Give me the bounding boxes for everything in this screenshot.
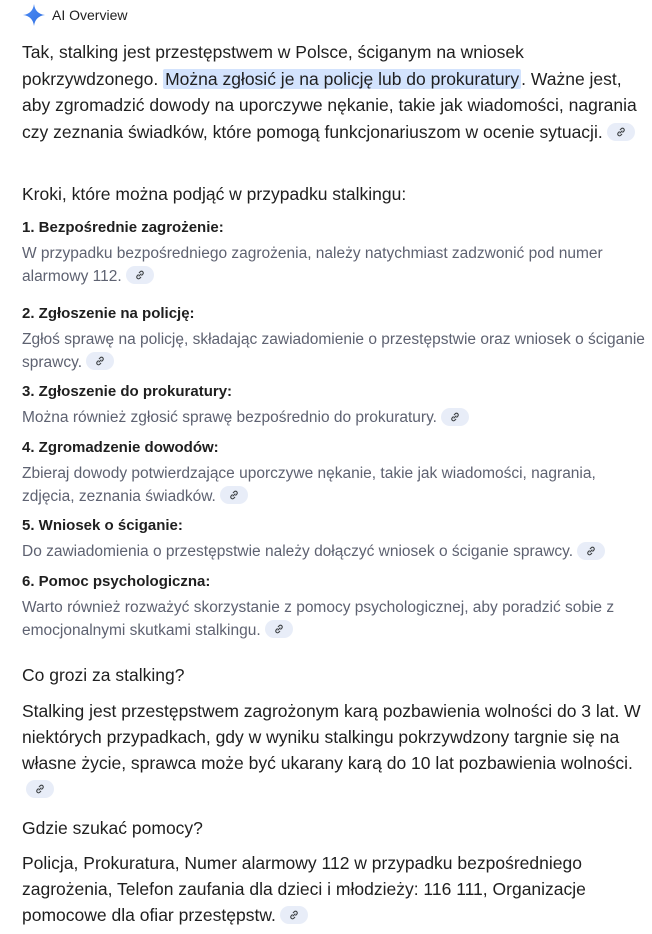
intro-highlight[interactable]: Można zgłosić je na policję lub do prokuratury — [165, 68, 520, 89]
help-text: Policja, Prokuratura, Numer alarmowy 112 w przypadku bezpośredniego zagrożenia, Telefon zaufania dla dzieci i młodzieży: 116 111, Organizacje pomocowe dla ofiar przestępstw. — [22, 853, 586, 925]
source-link-chip[interactable] — [86, 352, 114, 370]
step-heading: 3. Zgłoszenie do prokuratury: — [22, 383, 233, 400]
ai-overview-header — [22, 2, 127, 28]
source-link-chip[interactable] — [265, 620, 293, 638]
step-heading: 2. Zgłoszenie na policję: — [22, 305, 195, 322]
intro-text: Tak, stalking jest przestępstwem w Polsce, ściganym na wniosek pokrzywdzonego. — [22, 42, 524, 89]
header-title: AI Overview — [52, 7, 128, 23]
step-body — [22, 329, 647, 374]
step-body — [22, 407, 647, 430]
step-heading: 6. Pomoc psychologiczna: — [22, 573, 211, 590]
step-heading: 5. Wniosek o ściganie: — [22, 517, 183, 534]
step-body — [22, 463, 647, 508]
link-icon — [615, 126, 627, 138]
source-link-chip[interactable] — [220, 486, 248, 504]
source-link-chip[interactable] — [441, 408, 469, 426]
step-body — [22, 597, 647, 642]
source-link-chip[interactable] — [577, 542, 605, 560]
link-icon — [228, 489, 240, 501]
penalty-text: Stalking jest przestępstwem zagrożonym karą pozbawienia wolności do 3 lat. W niektórych przypadkach, gdy w wyniku stalkingu pokrzywdzony targnie się na własne życie, sprawca może być ukarany karą do 10 lat pozbawienia wolności. — [22, 701, 641, 773]
step-text: Można również zgłosić sprawę bezpośrednio do prokuratury. — [22, 409, 437, 426]
link-icon — [34, 783, 46, 795]
link-icon — [94, 355, 106, 367]
source-link-chip[interactable] — [26, 780, 54, 798]
step-text: Zbieraj dowody potwierdzające uporczywe nękanie, takie jak wiadomości, nagrania, zdjęcia, zeznania świadków. — [22, 465, 596, 505]
steps-title: Kroki, które można podjąć w przypadku stalkingu: — [22, 184, 407, 204]
penalty-paragraph — [22, 698, 642, 802]
help-title: Gdzie szukać pomocy? — [22, 818, 203, 838]
step-body — [22, 243, 647, 288]
step-heading: 4. Zgromadzenie dowodów: — [22, 439, 219, 456]
penalty-title: Co grozi za stalking? — [22, 665, 185, 685]
link-icon — [449, 411, 461, 423]
source-link-chip[interactable] — [126, 266, 154, 284]
intro-text-end: . Ważne jest, aby zgromadzić dowody na uporczywe nękanie, takie jak wiadomości, nagrania czy zeznania świadków, które pomogą funkcjonariuszom w ocenie sytuacji. — [22, 68, 637, 142]
link-icon — [585, 545, 597, 557]
link-icon — [273, 623, 285, 635]
link-icon — [288, 909, 300, 921]
source-link-chip[interactable] — [607, 123, 635, 141]
source-link-chip[interactable] — [280, 906, 308, 924]
step-heading: 1. Bezpośrednie zagrożenie: — [22, 219, 224, 236]
sparkle-icon — [22, 3, 46, 27]
step-text: Zgłoś sprawę na policję, składając zawiadomienie o przestępstwie oraz wniosek o ściganie sprawcy. — [22, 331, 645, 371]
link-icon — [134, 269, 146, 281]
step-text: W przypadku bezpośredniego zagrożenia, należy natychmiast zadzwonić pod numer alarmowy 112. — [22, 245, 603, 285]
help-paragraph — [22, 850, 642, 928]
step-text: Do zawiadomienia o przestępstwie należy dołączyć wniosek o ściganie sprawcy. — [22, 543, 574, 560]
step-text: Warto również rozważyć skorzystanie z pomocy psychologicznej, aby poradzić sobie z emocjonalnymi skutkami stalkingu. — [22, 599, 615, 639]
intro-paragraph — [22, 39, 642, 145]
step-body — [22, 541, 647, 564]
